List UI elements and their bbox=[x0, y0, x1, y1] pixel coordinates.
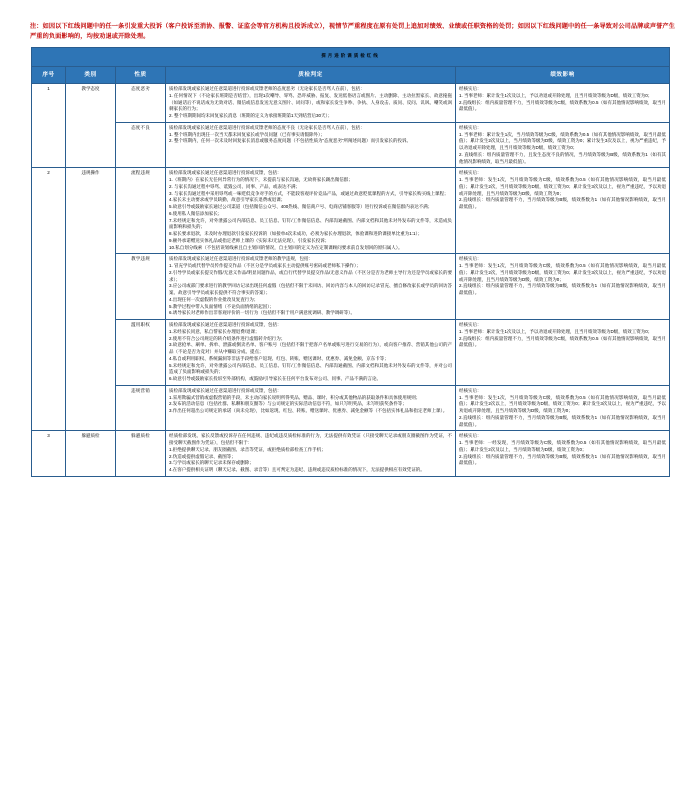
rule-line: 1.采用欺骗式营销或虚假营销的手段，未主动向家长说明所得奖品、赠品、课时、积分或其他物品的获取条件和具体使用规则； bbox=[169, 394, 421, 400]
rule-line: 4.在客户提供相关证明（聊天记录、截图、录音等）且可判定为违纪、违规或违反质检标准的情况下，无法提供相应有效凭证的。 bbox=[169, 467, 425, 473]
rule-line: 质检部发现或家长通过任意渠道进行投诉或反馈，包括： bbox=[169, 170, 282, 176]
rule-line: 3.作出任何超出公司规定的承诺（尚未兑现），比如返现、红包、转账、赠送课时、优惠券、减免金额等（不包括实体礼品和指定老师上课）。 bbox=[169, 408, 448, 414]
cell-index: 1 bbox=[32, 84, 66, 168]
title-row bbox=[32, 48, 670, 67]
cell-performance bbox=[456, 84, 670, 123]
rule-line: 1. 冒充学员或代替学员传作提交作品（不区分是学员或家长主动提供账号密码或老师私下操作）； bbox=[169, 263, 361, 269]
page-title: 探月进阶课质检红线 bbox=[32, 48, 670, 67]
rule-line: 3.故意抢单、刷单、拆单、泄露或倒卖名单、客户账号（包括但不限于把客户名单或账号进行交易的行为），或向客户推荐、营销其他公司的产品（不论是否为竞对）并从中赚取分成、提点； bbox=[169, 342, 452, 355]
rule-line: 2.引导学员或家长提交作假/无意义作品/明显问题作品，或自行代替学员提交作品/无意义作品（不区分是否为老师主导行为还是学员或家长的要求）； bbox=[169, 269, 452, 282]
rule-line: 经质检部发现、家长反馈或投诉存在任何违规、违纪或违反质检标准的行为，无法提供有效凭证（只接受聊天记录或朋友圈截图作为凭证，不接受聊天截图作为凭证），包括但不限于： bbox=[169, 433, 452, 446]
table-row bbox=[32, 320, 670, 386]
column-header-category: 类别 bbox=[66, 66, 116, 83]
rule-line: 1.（班期内）在家长无任何异常行为的情况下，未提前与家长沟通，无故将家长踢出微信群； bbox=[169, 177, 353, 183]
rule-line: 2. 整个班期期间均未回复家长消息（班期的定义为承接班期第1天到结营后30天）； bbox=[169, 113, 333, 119]
cell-performance bbox=[456, 385, 670, 431]
performance-line: 1. 当事老师：累计发生1次，当月绩效等级为C级，绩效系数为0.5（如有其他情况影响绩效，取当月最低值）；累计发生2次及以上，当月绩效等级为D级，绩效工资为0；累计发生3次及以上，视为严重违纪，予以劝退或开除处理，且当月绩效等级为D级，绩效工资为0； bbox=[459, 131, 667, 151]
redline-table-wrapper bbox=[31, 47, 669, 477]
rule-line: 1. 整个班期内出现任一次当天都未回复家长或学员问题（已有事实请假除外）； bbox=[169, 131, 325, 137]
cell-nature: 教学违规 bbox=[116, 254, 166, 320]
cell-rule bbox=[166, 385, 456, 431]
cell-nature: 流程违规 bbox=[116, 168, 166, 254]
cell-performance bbox=[456, 168, 670, 254]
performance-line: 2.直线组长：组内质量管理不力，当月绩效等级为C级，绩效系数为0.5（如有其他情况影响绩效，取当月最低值）。 bbox=[459, 335, 667, 348]
rule-line: 4.出现任何一次虚假的作业批改及复査行为； bbox=[169, 296, 259, 302]
cell-rule bbox=[166, 122, 456, 168]
cell-category: 违规操作 bbox=[66, 168, 116, 431]
rule-line: 7.未经规定和允许，对外泄露公司内部信息、员工信息、钉钉/工作微信信息、内部沟通截图、内部文档和其他未对外发布的文件等，未造成负面影响和损失的； bbox=[169, 217, 452, 230]
rule-line: 质检部发现或家长通过任意渠道进行投诉或反馈，包括： bbox=[169, 387, 282, 393]
cell-rule bbox=[166, 84, 456, 123]
cell-index: 3 bbox=[32, 431, 66, 477]
table-head bbox=[32, 48, 670, 84]
rule-line: 4.家长未主动要求或学员缺勤，故意引导家长退费或退课； bbox=[169, 197, 286, 203]
rule-line: 质检部发现或家长通过任意渠道进行投诉或反馈，包括： bbox=[169, 322, 282, 328]
redline-table bbox=[31, 47, 670, 477]
performance-line: 2.直线组长：组内质量管理不力，当月绩效等级为B级，绩效系数为1（如有其他情况影响绩效，取当月最低值）。 bbox=[459, 197, 667, 210]
rule-line: 2. 与家长沟通过程中辱骂、诋毁公司、同事、产品，或表达不满； bbox=[169, 183, 301, 189]
cell-nature: 态度恶劣 bbox=[116, 84, 166, 123]
cell-nature: 违规营销 bbox=[116, 385, 166, 431]
cell-performance bbox=[456, 122, 670, 168]
table-row bbox=[32, 168, 670, 254]
performance-line: 1. 当事老师：累计发生1次及以上，予以劝退或开除处理，且当月绩效等级为D级，绩效工资为0； bbox=[459, 92, 653, 98]
performance-line: 1. 当事老师：一经发现，当月绩效等级为C级，绩效系数为0.5（如有其他情况影响绩效，取当月最低值）；累计发生2次及以上，当月绩效等级为D级，绩效工资为0； bbox=[459, 440, 667, 452]
rule-line: 2.发布的活动信息（包括社群、私聊和朋友圈等）与公司规定的实际活动信息不符，如只写明奖品，未写明获奖条件等； bbox=[169, 401, 407, 407]
rule-line: 2. 整个班期内，任何一次未及时回复家长消息或服务态度问题（不包括性质为“态度恶劣”所阐述问题）而引发家长的投诉。 bbox=[169, 138, 411, 144]
red-warning-note: 注：如因以下红线问题中的任一条引发重大投诉（客户投诉至消协、报警、证监会等官方机构且投诉成立），视情节严重程度在原有处罚上追加对绩效、业绩或任职资格的处罚；如因以下红线问题中的任一条导致对公司品牌或声誉产生严重的负面影响的，均按劝退或开除处理。 bbox=[30, 23, 675, 40]
table-row bbox=[32, 431, 670, 477]
performance-line: 经核实后： bbox=[459, 86, 482, 92]
cell-rule bbox=[166, 254, 456, 320]
rule-line: 8.家长要求退款，未及时办理退款引发家长投诉的（如接单4次未成功，必须为家长办理退款，体验课和进阶课接单比重为1:1）； bbox=[169, 231, 423, 237]
performance-line: 2.直线组长：组内质量管理不力，当月绩效等级为C级，绩效系数为0.5（如有其他情况影响绩效，取当月最低值）。 bbox=[459, 99, 667, 112]
performance-line: 1. 当事老师：发生1次，当月绩效等级为C级，绩效系数为0.5（如有其他情况影响绩效，取当月最低值）；累计发生2次以上，当月绩效等级为D级，绩效工资为0；累计发生3次及以上，视为严重违纪，予以劝退或开除处理，且当月绩效等级为D级，绩效工资为0； bbox=[459, 394, 667, 414]
table-row bbox=[32, 254, 670, 320]
performance-line: 2. 直线组长：组内质量管理不力，且发生态度不良的情况，当月绩效等级为B级，绩效系数为1（如有其他情况影响绩效，取当月最低值）。 bbox=[459, 151, 667, 164]
performance-line: 2.直线组长：组内质量管理不力，当月绩效等级为B级，绩效系数为1（如有其他情况影响绩效，取当月最低值）。 bbox=[459, 453, 667, 466]
rule-line: 3. 与家长沟通过程中采用辱骂或一味贬低竞争对手的方式，不能较客观评价竞品产品，或通过故意贬低课程的方式，引导家长购买线上课程； bbox=[169, 190, 449, 196]
cell-category: 躲避质检 bbox=[66, 431, 116, 477]
column-header-rule: 质检判定 bbox=[166, 66, 456, 83]
cell-nature: 滥用职权 bbox=[116, 320, 166, 386]
performance-line: 经核实后： bbox=[459, 322, 482, 328]
rule-line: 2.使用不符合公司规定的转介绍条件进行虚假转介绍行为； bbox=[169, 335, 286, 341]
cell-category: 教学态度 bbox=[66, 84, 116, 168]
cell-rule bbox=[166, 431, 456, 477]
rule-line: 4.私自或利用职权、系统漏洞等非法手段给客户返现、红包、转账、赠送课时、优惠券、减免金额、京东卡等； bbox=[169, 355, 389, 361]
rule-line: 5.未经规定和允许，对外泄露公司内部信息、员工信息、钉钉/工作微信信息、内部沟通截图、内部文档和其他未对外发布的文件等，并对公司造成了负面影响或损失的； bbox=[169, 362, 452, 375]
cell-performance bbox=[456, 320, 670, 386]
performance-line: 经核实后： bbox=[459, 433, 482, 439]
rule-line: 质检部发现或家长通过任意渠道进行投诉或反馈老师的教学违规，包括： bbox=[169, 256, 313, 262]
performance-line: 经核实后： bbox=[459, 170, 482, 176]
rule-line: 2.伪造或提供虚假记录、截图等； bbox=[169, 453, 236, 459]
cell-performance bbox=[456, 254, 670, 320]
cell-rule bbox=[166, 168, 456, 254]
rule-line: 质检部发现或家长通过任意渠道进行投诉或反馈老师的态度不良（无论家长是否骂人在前），包括： bbox=[169, 124, 365, 130]
cell-nature: 态度不良 bbox=[116, 122, 166, 168]
performance-line: 经核实后： bbox=[459, 124, 482, 130]
rule-line: 9.额外承诺赠送实体礼品或指定老师上课的（实际未/无法兑现），引发家长投诉； bbox=[169, 237, 330, 243]
cell-performance bbox=[456, 431, 670, 477]
performance-line: 经核实后： bbox=[459, 256, 482, 262]
rule-line: 6.诱导家长对老师作出非客观评价的一切行为（包括但不限于用户满意度调研、教学调研等）。 bbox=[169, 310, 355, 316]
rule-line: 10.私自划分线索（不包括误划线索且自主划回的情况，自主划回的定义为在定制课顾问要求前自发划回的原归属人）。 bbox=[169, 244, 403, 250]
rule-line: 1. 任何情况下（不论家长班期是否结营），出现1次嘲导、辱骂、恐吓威胁、报复、发送低俗语言或图片、主动删除、主动拉黑家长、故意拖拖（如通话后不说话成为无效对话、微信或信息发送无意义图片、词问等），或和家长发生争吵、争执、人身攻击、质问、反问、讥讽、嘲笑或讽刺家长的行为； bbox=[169, 92, 452, 112]
cell-nature: 躲避质检 bbox=[116, 431, 166, 477]
rule-line: 5.故意引导或鼓励家长通过公司渠道（包括微信公众号、400热线、微信商户号、电商店铺客服等）进行投诉或在微信群内表达不满； bbox=[169, 204, 433, 210]
column-header-index: 序号 bbox=[32, 66, 66, 83]
performance-line: 1. 当事老师：发生1次，当月绩效等级为C级，绩效系数为0.5（如有其他情况影响绩效，取当月最低值）；累计发生2次，当月绩效等级为D级，绩效工资为0；累计发生3次及以上，视为严重违纪，予以劝退或开除处理，且当月绩效等级为D级，绩效工资为0； bbox=[459, 177, 667, 196]
rule-line: 质检部发现或家长通过任意渠道进行投诉或反馈老师的态度恶劣（无论家长是否骂人在前），包括： bbox=[169, 86, 365, 92]
cell-index: 2 bbox=[32, 168, 66, 431]
performance-line: 2.直线组长：组内质量管理不力，当月绩效等级为B级，绩效系数为1（如有其他情况影响绩效，取当月最低值）。 bbox=[459, 414, 667, 427]
rule-line: 3.应公司或部门要求进行的教学回访记录出现任何虚假（包括但不限于未回访、回访内容与本人的回访记录冒充、擅自修改家长或学员的回访答案、故意引导学员或家长提供不符合事实的答案）； bbox=[169, 283, 452, 296]
rule-line: 6.故意引导或鼓励家长投诉至外部机构，或鼓励/引导家长在任何平台发布对公司、同事、产品不满的言论。 bbox=[169, 376, 381, 382]
rule-line: 6.使用私人微信添加家长； bbox=[169, 210, 223, 216]
rule-line: 5.教学过程中带入负面情绪（不论负面情绪的起因）； bbox=[169, 303, 275, 309]
table-row bbox=[32, 122, 670, 168]
table-row bbox=[32, 385, 670, 431]
performance-line: 2.直线组长：组内质量管理不力，当月绩效等级为B级，绩效系数为1（如有其他情况影响绩效，取当月最低值）。 bbox=[459, 283, 667, 296]
performance-line: 经核实后： bbox=[459, 387, 482, 393]
performance-line: 1. 当事老师：发生1次，当月绩效等级为C级，绩效系数为0.5（如有其他情况影响绩效，取当月最低值）；累计发生2次，当月绩效等级为D级，绩效工资为0；累计发生3次及以上，视为严重违纪，予以劝退或开除处理，且当月绩效等级为D级，绩效工资为0； bbox=[459, 263, 667, 282]
rule-line: 1.拒绝提供聊天记录、朋友圈截图、录音等凭证，或拒绝质检部检查工作手机； bbox=[169, 446, 326, 452]
column-header-performance: 绩效影响 bbox=[456, 66, 670, 83]
table-body bbox=[32, 84, 670, 477]
table-row bbox=[32, 84, 670, 123]
rule-line: 3.与学员或家长的聊天记录未保存或删除； bbox=[169, 460, 254, 466]
column-header-nature: 性质 bbox=[116, 66, 166, 83]
cell-rule bbox=[166, 320, 456, 386]
rule-line: 1.未经家长同意，私自帮家长办理退费/退课； bbox=[169, 328, 260, 334]
header-row bbox=[32, 66, 670, 83]
performance-line: 1. 当事老师：累计发生1次及以上，予以劝退或开除处理，且当月绩效等级为D级，绩效工资为0； bbox=[459, 328, 653, 334]
